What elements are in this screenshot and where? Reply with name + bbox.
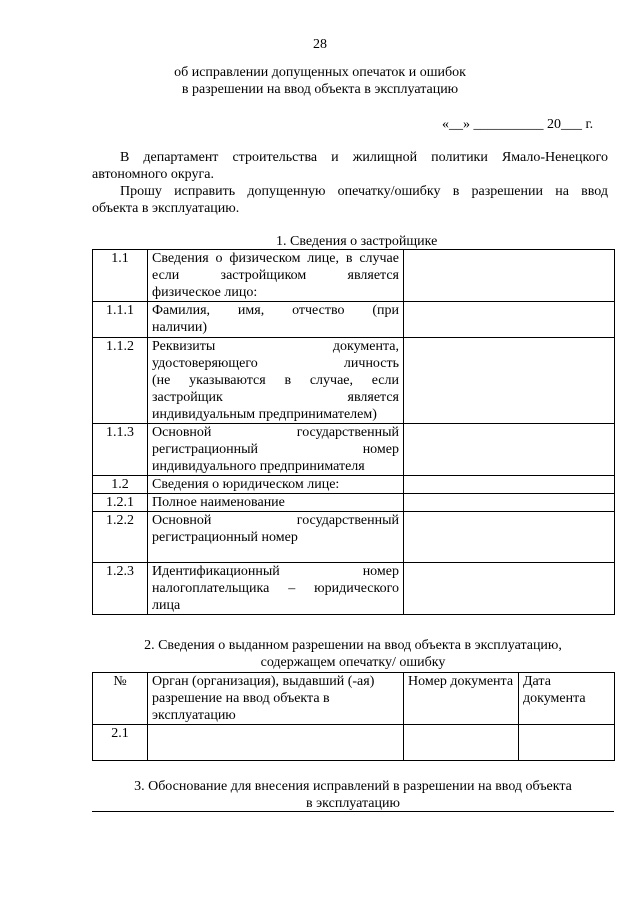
row-label-line: Основной государственный — [152, 513, 399, 528]
row-num: 2.1 — [93, 725, 148, 761]
section2-row-2-1 — [93, 725, 615, 761]
section1-row — [93, 494, 615, 512]
row-label — [148, 302, 404, 338]
row-number: 1.1.2 — [93, 338, 148, 424]
section1-row — [93, 563, 615, 615]
row-label-line: налогоплательщика – юридического — [152, 581, 399, 596]
row-label-line: (не указываются в случае, если — [152, 373, 399, 388]
row-label — [148, 424, 404, 476]
page-number: 28 — [313, 37, 327, 52]
section3-heading-line1: 3. Обоснование для внесения исправлений в разрешении на ввод объекта — [134, 779, 572, 794]
intro-p1-line1: В департамент строительства и жилищной политики Ямало-Ненецкого — [120, 150, 608, 165]
section1-heading: 1. Сведения о застройщике — [276, 234, 438, 249]
row-label-line: наличии) — [152, 320, 207, 335]
row-value-field[interactable] — [404, 424, 615, 476]
row-number: 1.1.3 — [93, 424, 148, 476]
row-label-line: Сведения о юридическом лице: — [152, 477, 340, 492]
organ-value-field[interactable] — [148, 725, 404, 761]
row-label-line: индивидуальным предпринимателем) — [152, 407, 377, 422]
row-label-line: Полное наименование — [152, 495, 285, 510]
row-number: 1.1 — [93, 250, 148, 302]
section1-row — [93, 338, 615, 424]
row-label-line: если застройщиком является — [152, 268, 399, 283]
row-value-field[interactable] — [404, 476, 615, 494]
section1-table — [92, 249, 615, 615]
intro-paragraph-2 — [92, 183, 608, 217]
row-label-line: лица — [152, 598, 181, 613]
section2-heading-line1: 2. Сведения о выданном разрешении на ввод объекта в эксплуатацию, — [144, 638, 562, 653]
intro-p2-line1: Прошу исправить допущенную опечатку/ошибку в разрешении на ввод — [120, 184, 608, 199]
row-value-field[interactable] — [404, 494, 615, 512]
section1-row — [93, 512, 615, 563]
row-label — [148, 563, 404, 615]
row-label-line: регистрационный номер — [152, 530, 298, 545]
row-number: 1.2 — [93, 476, 148, 494]
section3-heading — [92, 778, 614, 812]
intro-p2-line2: объекта в эксплуатацию. — [92, 201, 240, 216]
row-label-line: регистрационный номер — [152, 442, 399, 457]
header-organ: Орган (организация), выдавший (-ая) разрешение на ввод объекта в эксплуатацию — [148, 673, 404, 725]
header-doc-date: Дата документа — [519, 673, 615, 725]
row-label — [148, 338, 404, 424]
date-line: «__» __________ 20___ г. — [442, 117, 594, 132]
intro-paragraph-1 — [92, 149, 608, 183]
section2-table — [92, 672, 615, 761]
section1-row — [93, 476, 615, 494]
doc-number-field[interactable] — [404, 725, 519, 761]
section1-row — [93, 302, 615, 338]
section2-heading-line2: содержащем опечатку/ ошибку — [260, 655, 446, 670]
section2-header-row — [93, 673, 615, 725]
document-title — [0, 64, 640, 98]
intro-p1-line2: автономного округа. — [92, 167, 214, 182]
row-label-line: Фамилия, имя, отчество (при — [152, 303, 399, 318]
title-line-1: об исправлении допущенных опечаток и ошибок — [174, 65, 466, 80]
row-label-line: удостоверяющего личность — [152, 356, 399, 371]
doc-date-field[interactable] — [519, 725, 615, 761]
row-number: 1.2.2 — [93, 512, 148, 563]
row-number: 1.2.3 — [93, 563, 148, 615]
row-number: 1.1.1 — [93, 302, 148, 338]
section3-heading-line2: в эксплуатацию — [306, 796, 400, 811]
row-value-field[interactable] — [404, 250, 615, 302]
row-label-line: Идентификационный номер — [152, 564, 399, 579]
row-value-field[interactable] — [404, 512, 615, 563]
row-label — [148, 476, 404, 494]
row-value-field[interactable] — [404, 338, 615, 424]
title-line-2: в разрешении на ввод объекта в эксплуатацию — [181, 82, 459, 97]
section2-heading — [92, 637, 614, 671]
section3-divider — [92, 811, 614, 812]
row-value-field[interactable] — [404, 302, 615, 338]
section1-row — [93, 424, 615, 476]
row-label-line: застройщик является — [152, 390, 399, 405]
section1-row — [93, 250, 615, 302]
row-label-line: Сведения о физическом лице, в случае — [152, 251, 399, 266]
row-label-line: Основной государственный — [152, 425, 399, 440]
row-label — [148, 250, 404, 302]
row-number: 1.2.1 — [93, 494, 148, 512]
row-label-line: индивидуального предпринимателя — [152, 459, 365, 474]
row-label — [148, 512, 404, 563]
header-num: № — [93, 673, 148, 725]
row-label-line: Реквизиты документа, — [152, 339, 399, 354]
row-value-field[interactable] — [404, 563, 615, 615]
row-label — [148, 494, 404, 512]
row-label-line: физическое лицо: — [152, 285, 258, 300]
header-doc-number: Номер документа — [404, 673, 519, 725]
